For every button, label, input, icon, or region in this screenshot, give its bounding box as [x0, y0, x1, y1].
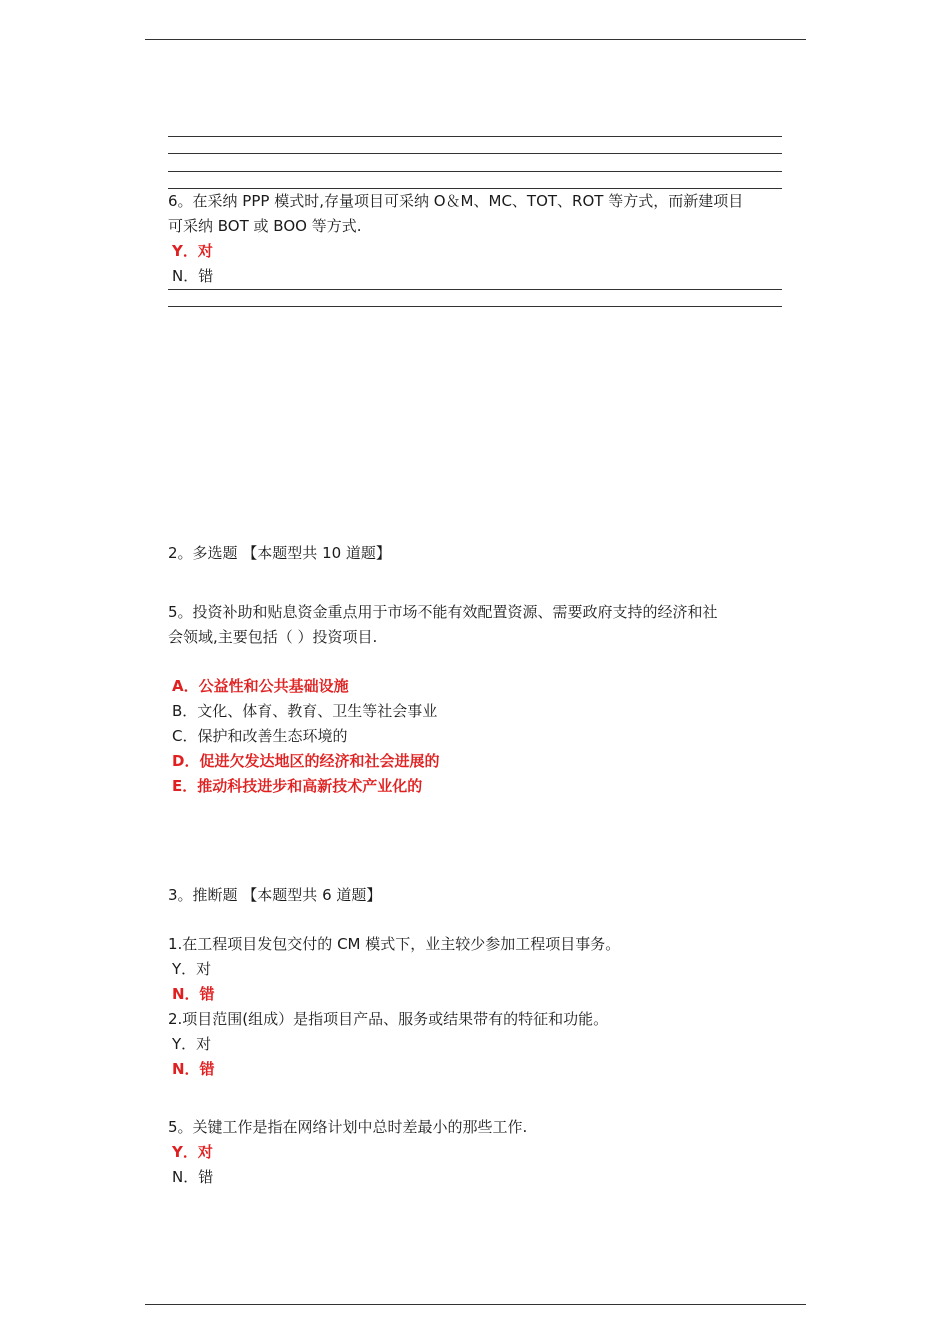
table-rule — [168, 289, 782, 290]
tf-question-2-option-n: N．错 — [172, 1060, 215, 1078]
tf-question-1-text: 1.在工程项目发包交付的 CM 模式下，业主较少参加工程项目事务。 — [168, 935, 621, 953]
mc-option-c: C．保护和改善生态环境的 — [172, 727, 348, 745]
tf-question-5-option-y: Y．对 — [172, 1143, 213, 1161]
section-3-title: 3。推断题 【本题型共 6 道题】 — [168, 886, 382, 904]
mc-option-b: B．文化、体育、教育、卫生等社会事业 — [172, 702, 438, 720]
mc-option-d: D．促进欠发达地区的经济和社会进展的 — [172, 752, 440, 770]
tf-question-2-text: 2.项目范围(组成）是指项目产品、服务或结果带有的特征和功能。 — [168, 1010, 609, 1028]
question-6-option-y: Y．对 — [172, 242, 213, 260]
table-rule — [168, 136, 782, 137]
tf-question-2-option-y: Y．对 — [172, 1035, 212, 1053]
question-6-option-n: N．错 — [172, 267, 214, 285]
header-rule — [145, 39, 806, 40]
tf-question-5-text: 5。关键工作是指在网络计划中总时差最小的那些工作. — [168, 1118, 528, 1136]
mc-question-5-text: 5。投资补助和贴息资金重点用于市场不能有效配置资源、需要政府支持的经济和社 — [168, 603, 718, 621]
tf-question-1-option-y: Y．对 — [172, 960, 212, 978]
section-2-title: 2。多选题 【本题型共 10 道题】 — [168, 544, 391, 562]
footer-rule — [145, 1304, 806, 1305]
question-6-text-cont: 可采纳 BOT 或 BOO 等方式. — [168, 217, 362, 235]
mc-question-5-text-cont: 会领域,主要包括（ ）投资项目. — [168, 628, 378, 646]
table-rule — [168, 153, 782, 154]
table-rule — [168, 306, 782, 307]
table-rule — [168, 171, 782, 172]
tf-question-1-option-n: N．错 — [172, 985, 215, 1003]
question-6-text: 6。在采纳 PPP 模式时,存量项目可采纳 O＆M、MC、TOT、ROT 等方式，而新建项目 — [168, 192, 744, 210]
mc-option-e: E．推动科技进步和高新技术产业化的 — [172, 777, 423, 795]
tf-question-5-option-n: N．错 — [172, 1168, 214, 1186]
mc-option-a: A．公益性和公共基础设施 — [172, 677, 349, 695]
